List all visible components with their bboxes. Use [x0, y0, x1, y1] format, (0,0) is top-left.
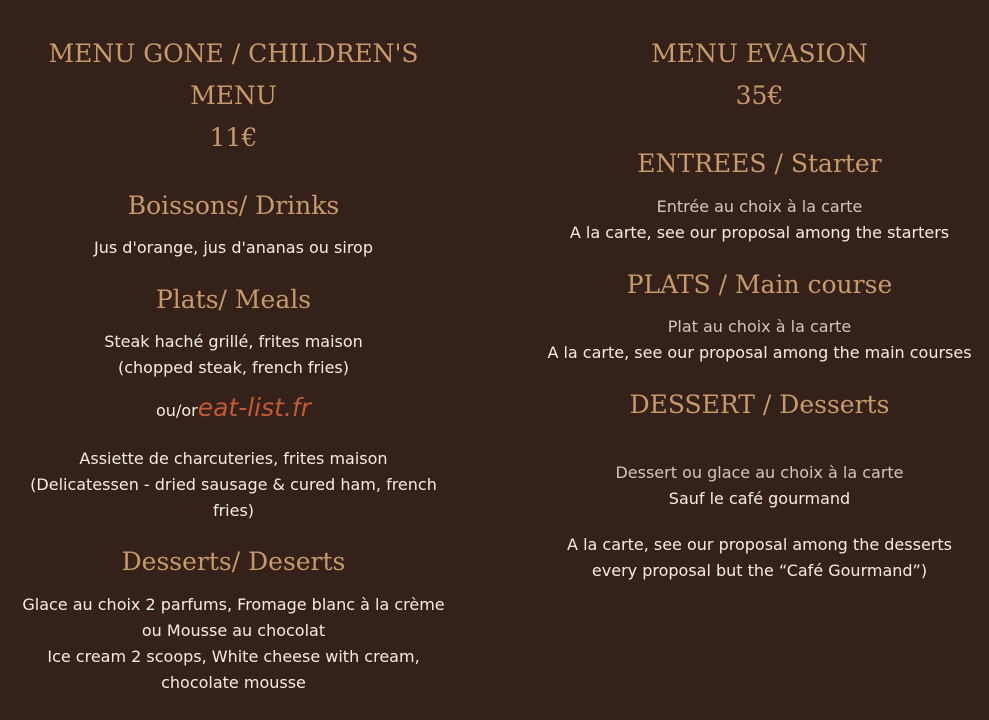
evasion-menu-price: 35€ [735, 81, 784, 110]
starter-line1: Entrée au choix à la carte [656, 197, 863, 216]
starter-line2: A la carte, see our proposal among the starters [569, 223, 950, 242]
dessert-line2: ou Mousse au chocolat [141, 621, 326, 640]
meal-option2-line3: fries) [212, 501, 255, 520]
dessert-line1: Glace au choix 2 parfums, Fromage blanc à la crème [22, 595, 445, 614]
children-menu-title-line1: MENU GONE / CHILDREN'S [48, 39, 419, 68]
main-course-line1: Plat au choix à la carte [667, 317, 852, 336]
main-course-line2: A la carte, see our proposal among the main courses [547, 343, 972, 362]
children-menu-title-line2: MENU [190, 81, 277, 110]
drinks-line: Jus d'orange, jus d'ananas ou sirop [94, 238, 373, 257]
meals-heading: Plats/ Meals [155, 285, 312, 314]
dessert-right-line2: Sauf le café gourmand [668, 489, 851, 508]
dessert-heading: DESSERT / Desserts [629, 390, 890, 419]
children-menu-price: 11€ [209, 123, 258, 152]
eat-list-watermark: eat-list.fr [197, 393, 311, 422]
dessert-line3: Ice cream 2 scoops, White cheese with cream, [47, 647, 420, 666]
meal-option1-line2: (chopped steak, french fries) [117, 358, 349, 377]
meal-option2-line2: (Delicatessen - dried sausage & cured ham, french [30, 475, 437, 494]
or-label: ou/or [156, 401, 198, 420]
starter-heading: ENTREES / Starter [637, 149, 882, 178]
meal-option2-line1: Assiette de charcuteries, frites maison [79, 449, 388, 468]
dessert-right-line1: Dessert ou glace au choix à la carte [615, 463, 904, 482]
evasion-menu-title: MENU EVASION [651, 39, 868, 68]
dessert-right-line4: every proposal but the “Café Gourmand”) [591, 561, 928, 580]
meal-option1-line1: Steak haché grillé, frites maison [104, 332, 363, 351]
dessert-right-line3: A la carte, see our proposal among the desserts [567, 535, 952, 554]
main-course-heading: PLATS / Main course [626, 270, 893, 299]
dessert-line4: chocolate mousse [161, 673, 306, 692]
drinks-heading: Boissons/ Drinks [127, 191, 340, 220]
desserts-heading: Desserts/ Deserts [121, 547, 346, 576]
